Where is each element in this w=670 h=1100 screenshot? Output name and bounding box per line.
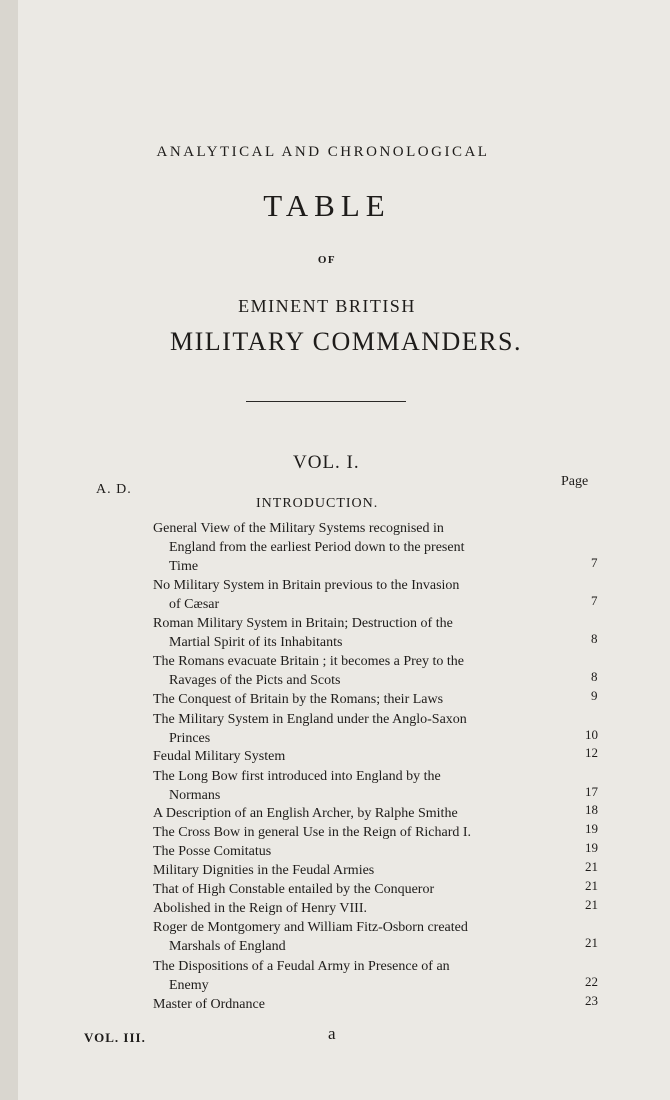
entry-text-line: A Description of an English Archer, by Ralphe Smithe — [153, 806, 458, 821]
title-rule — [246, 401, 406, 402]
column-label-page: Page — [561, 474, 589, 489]
entry-text-line: Feudal Military System — [153, 749, 286, 764]
entry-text-line: Enemy — [169, 978, 209, 993]
entry-page-number: 21 — [585, 935, 598, 950]
contents-entry — [153, 767, 603, 805]
entry-text-line: Princes — [169, 731, 211, 746]
entry-text-line: The Dispositions of a Feudal Army in Presence of an — [153, 959, 450, 974]
contents-entry — [153, 614, 603, 652]
entry-text-line: General View of the Military Systems recognised in — [153, 521, 444, 536]
contents-entry — [153, 880, 603, 899]
contents-entry — [153, 747, 603, 766]
contents-entry — [153, 861, 603, 880]
entry-text-line: The Conquest of Britain by the Romans; their Laws — [153, 692, 444, 707]
contents-entry — [153, 899, 603, 918]
contents-entry — [153, 576, 603, 614]
header-table: TABLE — [263, 188, 391, 223]
contents-entry — [153, 823, 603, 842]
contents-entry — [153, 842, 603, 861]
entry-text-line: Time — [169, 559, 199, 574]
contents-entry — [153, 690, 603, 709]
entry-text-line: Marshals of England — [169, 939, 286, 954]
entry-text-line: No Military System in Britain previous to the Invasion — [153, 578, 460, 593]
book-page — [18, 0, 670, 1100]
entry-text-line: Master of Ordnance — [153, 997, 265, 1012]
footer-signature: a — [328, 1024, 336, 1043]
contents-entry — [153, 957, 603, 995]
entry-page-number: 21 — [585, 897, 598, 912]
entry-text-line: of Cæsar — [169, 597, 220, 612]
contents-entry — [153, 918, 603, 956]
header-of: OF — [317, 254, 337, 266]
contents-entry — [153, 652, 603, 690]
entry-text-line: Roman Military System in Britain; Destruction of the — [153, 616, 453, 631]
entry-page-number: 19 — [585, 821, 598, 836]
entry-text-line: The Posse Comitatus — [153, 844, 272, 859]
header-eminent-british: EMINENT BRITISH — [238, 296, 416, 316]
column-label-ad: A. D. — [96, 482, 132, 497]
entry-page-number: 10 — [585, 727, 598, 742]
entry-page-number: 18 — [585, 802, 598, 817]
entry-page-number: 19 — [585, 840, 598, 855]
volume-heading: VOL. I. — [293, 452, 360, 473]
header-military-commanders: MILITARY COMMANDERS. — [170, 327, 522, 356]
entry-text-line: Roger de Montgomery and William Fitz-Osborn created — [153, 920, 468, 935]
entry-text-line: That of High Constable entailed by the Conqueror — [153, 882, 435, 897]
entry-text-line: Normans — [169, 788, 221, 803]
entry-page-number: 8 — [591, 631, 598, 646]
entry-text-line: England from the earliest Period down to the present — [169, 540, 465, 555]
entry-text-line: Military Dignities in the Feudal Armies — [153, 863, 375, 878]
entry-text-line: The Military System in England under the Anglo-Saxon — [153, 712, 467, 727]
entry-text-line: Abolished in the Reign of Henry VIII. — [153, 901, 367, 916]
entry-text-line: Ravages of the Picts and Scots — [169, 673, 341, 688]
entry-page-number: 7 — [591, 555, 598, 570]
contents-entry — [153, 710, 603, 748]
entry-text-line: The Cross Bow in general Use in the Reign of Richard I. — [153, 825, 472, 840]
header-analytical: ANALYTICAL AND CHRONOLOGICAL — [156, 144, 490, 160]
entry-page-number: 23 — [585, 993, 598, 1008]
footer-volume: VOL. III. — [84, 1030, 146, 1045]
entry-text-line: The Romans evacuate Britain ; it becomes a Prey to the — [153, 654, 465, 669]
contents-entry — [153, 519, 603, 576]
entry-page-number: 22 — [585, 974, 598, 989]
entry-page-number: 21 — [585, 859, 598, 874]
entry-page-number: 12 — [585, 745, 598, 760]
entry-page-number: 9 — [591, 688, 598, 703]
entry-page-number: 8 — [591, 669, 598, 684]
entry-text-line: Martial Spirit of its Inhabitants — [169, 635, 343, 650]
contents-entry — [153, 804, 603, 823]
entry-text-line: The Long Bow first introduced into England by the — [153, 769, 441, 784]
entry-page-number: 17 — [585, 784, 598, 799]
entry-page-number: 7 — [591, 593, 598, 608]
entry-page-number: 21 — [585, 878, 598, 893]
section-heading: INTRODUCTION. — [256, 496, 379, 511]
contents-entry — [153, 995, 603, 1014]
